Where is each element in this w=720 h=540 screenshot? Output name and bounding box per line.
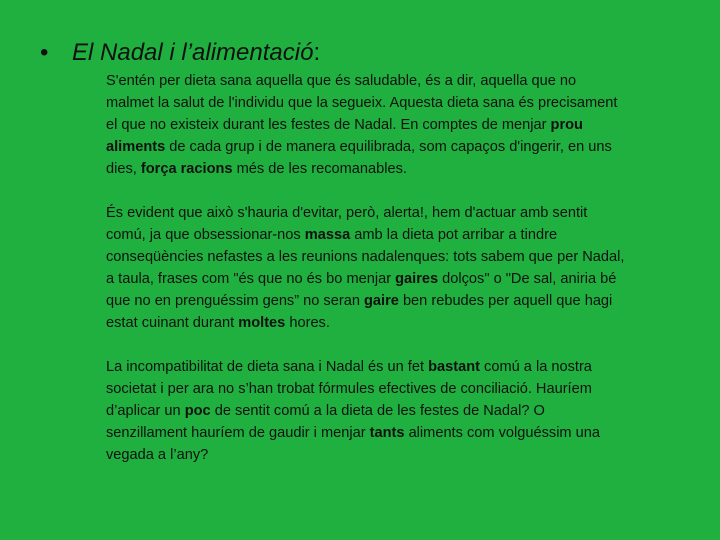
slide-body — [106, 70, 626, 488]
paragraph-3 — [106, 356, 626, 466]
emphasis-text: tants — [369, 425, 405, 441]
paragraph-text: hores. — [285, 315, 330, 331]
emphasis-text: gaire — [364, 293, 399, 309]
emphasis-text: gaires — [395, 271, 439, 287]
paragraph-text: de sentit comú a la dieta de les festes de Nadal? O senzillament hauríem de gaudir i menjar — [106, 403, 545, 441]
emphasis-text: moltes — [238, 315, 286, 331]
emphasis-text: massa — [304, 227, 351, 243]
title-text: El Nadal i l’alimentació — [72, 39, 314, 66]
paragraph-text: La incompatibilitat de dieta sana i Nadal és un fet — [106, 359, 429, 375]
emphasis-text: força racions — [140, 161, 233, 177]
emphasis-text: bastant — [428, 359, 480, 375]
slide-title — [40, 36, 320, 70]
bullet-icon: • — [40, 39, 49, 66]
paragraph-text: amb la dieta pot arribar a tindre conseqüències nefastes a les reunions nadalenques: tots sabem que per Nadal, a taula, frases com "és que no és bo menjar — [106, 227, 625, 287]
paragraph-text: dolços" o "De sal, aniria bé que no en prenguéssim gens” no seran — [106, 271, 617, 309]
emphasis-text: poc — [184, 403, 211, 419]
paragraph-2 — [106, 202, 626, 334]
paragraph-text: ben rebudes per aquell que hagi estat cuinant durant — [106, 293, 613, 331]
paragraph-text: S'entén per dieta sana aquella que és saludable, és a dir, aquella que no malmet la salut de l'individu que la segueix. Aquesta dieta sana és precisament el que no existeix durant les festes de Nadal. En comptes de menjar — [106, 73, 618, 133]
paragraph-1 — [106, 70, 626, 180]
paragraph-text: És evident que això s'hauria d'evitar, però, alerta!, hem d'actuar amb sentit comú, ja que obsessionar-nos — [106, 205, 588, 243]
paragraph-text: de cada grup i de manera equilibrada, som capaços d'ingerir, en uns dies, — [106, 139, 612, 177]
paragraph-text: més de les recomanables. — [232, 161, 407, 177]
title-suffix: : — [313, 39, 321, 66]
paragraph-text: comú a la nostra societat i per ara no s’han trobat fórmules efectives de conciliació. Hauríem d’aplicar un — [106, 359, 592, 419]
emphasis-text: prou aliments — [106, 117, 583, 155]
paragraph-text: aliments com volguéssim una vegada a l’any? — [106, 425, 600, 463]
